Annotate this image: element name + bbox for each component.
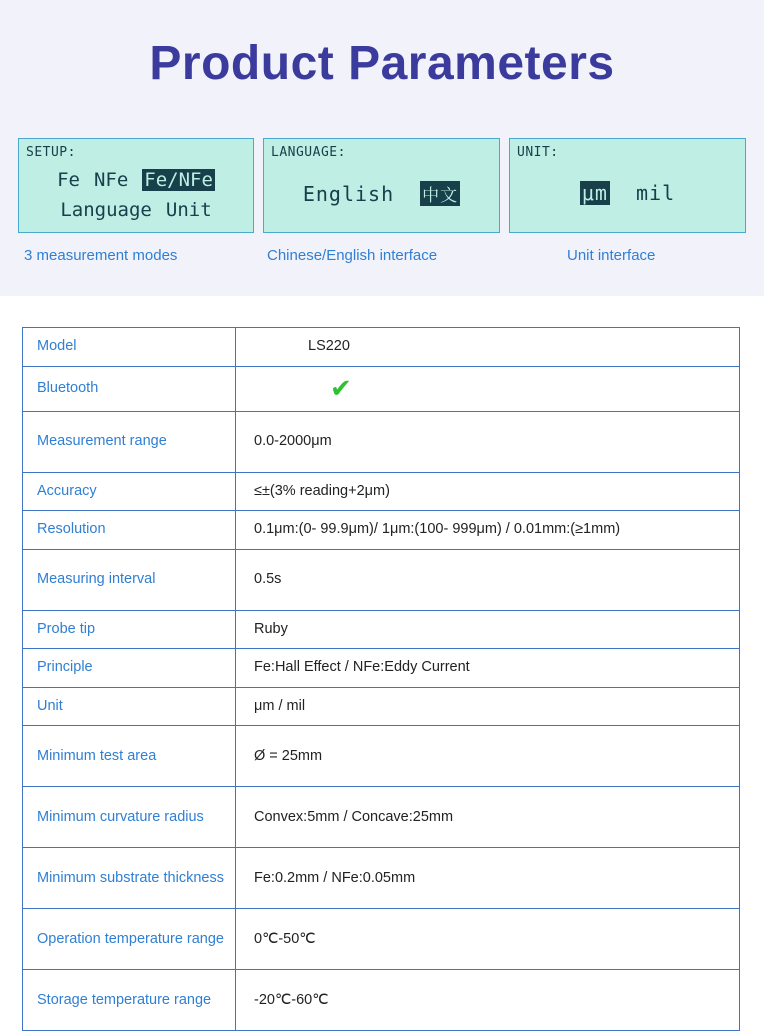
table-row [23,511,739,550]
spec-key: Measuring interval [23,550,236,610]
table-row [23,787,739,848]
spec-key: Measurement range [23,412,236,472]
setup-mode-row [19,169,253,191]
language-options-row [264,181,499,206]
lcd-label-unit: UNIT: [517,145,559,160]
table-row [23,473,739,512]
unit-option-mil[interactable]: mil [635,181,676,205]
table-row [23,649,739,688]
spec-key: Model [23,328,236,366]
caption-language: Chinese/English interface [267,247,438,264]
caption-unit: Unit interface [567,247,656,264]
setup-menu-unit[interactable]: Unit [165,199,212,221]
spec-key: Minimum substrate thickness [23,848,236,908]
spec-key: Probe tip [23,611,236,649]
unit-option-micrometer[interactable]: μm [581,181,608,205]
spec-key: Bluetooth [23,367,236,411]
screen-setup [18,138,254,264]
spec-key: Unit [23,688,236,726]
spec-table [22,327,740,1031]
spec-value: μm / mil [254,697,306,714]
table-row [23,611,739,650]
lcd-screens-row [18,138,746,264]
spec-value: Convex:5mm / Concave:25mm [254,808,454,825]
lcd-display-setup [18,138,254,233]
spec-key: Minimum curvature radius [23,787,236,847]
lcd-label-language: LANGUAGE: [271,145,346,160]
spec-value: ≤±(3% reading+2μm) [254,482,390,499]
table-row [23,367,739,412]
spec-value: 0.0-2000μm [254,432,332,449]
caption-setup: 3 measurement modes [24,247,178,264]
check-icon: ✔ [330,373,352,404]
spec-key: Operation temperature range [23,909,236,969]
setup-mode-fe[interactable]: Fe [57,169,80,191]
table-row [23,688,739,727]
page-title: Product Parameters [149,37,615,90]
spec-value: 0.5s [254,570,282,587]
spec-value: 0℃-50℃ [254,930,316,947]
language-option-chinese[interactable]: 中文 [420,181,460,206]
screen-unit [509,138,746,264]
lcd-display-unit [509,138,746,233]
spec-key: Principle [23,649,236,687]
spec-value: 0.1μm:(0- 99.9μm)/ 1μm:(100- 999μm) / 0.01mm:(≥1mm) [254,521,621,538]
table-row [23,726,739,787]
setup-menu-row [19,199,253,221]
table-row [23,909,739,970]
spec-key: Storage temperature range [23,970,236,1030]
spec-key: Accuracy [23,473,236,511]
spec-value: Ø = 25mm [254,747,323,764]
setup-menu-language[interactable]: Language [60,199,152,221]
screen-language [263,138,500,264]
table-row [23,412,739,473]
language-option-english[interactable]: English [302,181,395,206]
spec-value: Ruby [254,620,288,637]
table-row [23,848,739,909]
table-row [23,550,739,611]
lcd-display-language [263,138,500,233]
table-row [23,328,739,367]
spec-value: LS220 [308,338,350,354]
spec-value: Fe:Hall Effect / NFe:Eddy Current [254,659,470,676]
spec-value: -20℃-60℃ [254,991,329,1008]
lcd-label-setup: SETUP: [26,145,76,160]
spec-value [236,367,739,411]
setup-mode-nfe[interactable]: NFe [93,169,129,191]
setup-mode-fenfe[interactable]: Fe/NFe [144,169,213,191]
spec-key: Minimum test area [23,726,236,786]
spec-key: Resolution [23,511,236,549]
table-row [23,970,739,1031]
unit-options-row [510,181,745,205]
spec-value: Fe:0.2mm / NFe:0.05mm [254,869,416,886]
